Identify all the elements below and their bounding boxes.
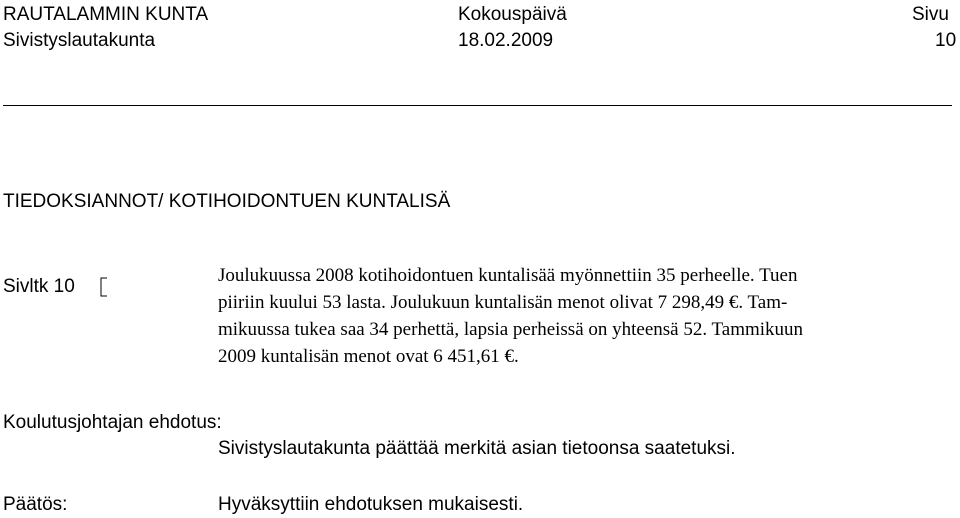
decision-text: Hyväksyttiin ehdotuksen mukaisesti. <box>218 494 524 515</box>
proposal-label: Koulutusjohtajan ehdotus: <box>3 412 222 433</box>
page-label: Sivu <box>912 4 949 25</box>
page-number: 10 <box>935 30 957 51</box>
item-body-line: piiriin kuului 53 lasta. Joulukuun kuntalisän menot olivat 7 298,49 €. Tam- <box>218 292 788 313</box>
decision-label: Päätös: <box>3 494 68 515</box>
municipality-name: RAUTALAMMIN KUNTA <box>3 4 209 25</box>
item-body-line: mikuussa tukea saa 34 perhettä, lapsia perheissä on yhteensä 52. Tammikuun <box>218 319 804 340</box>
header-divider <box>3 105 952 106</box>
item-body-line: Joulukuussa 2008 kotihoidontuen kuntalisää myönnettiin 35 perheelle. Tuen <box>218 265 798 286</box>
item-body-line: 2009 kuntalisän menot ovat 6 451,61 €. <box>218 346 519 367</box>
item-body <box>218 262 958 370</box>
committee-name: Sivistyslautakunta <box>3 30 156 51</box>
meeting-date-label: Kokouspäivä <box>458 4 567 25</box>
section-title: TIEDOKSIANNOT/ KOTIHOIDONTUEN KUNTALISÄ <box>3 191 451 212</box>
item-reference: Sivltk 10 <box>3 276 75 297</box>
proposal-text: Sivistyslautakunta päättää merkitä asian tietoonsa saatetuksi. <box>218 438 736 459</box>
paragraph-mark-icon <box>98 276 110 298</box>
meeting-date: 18.02.2009 <box>458 30 554 51</box>
